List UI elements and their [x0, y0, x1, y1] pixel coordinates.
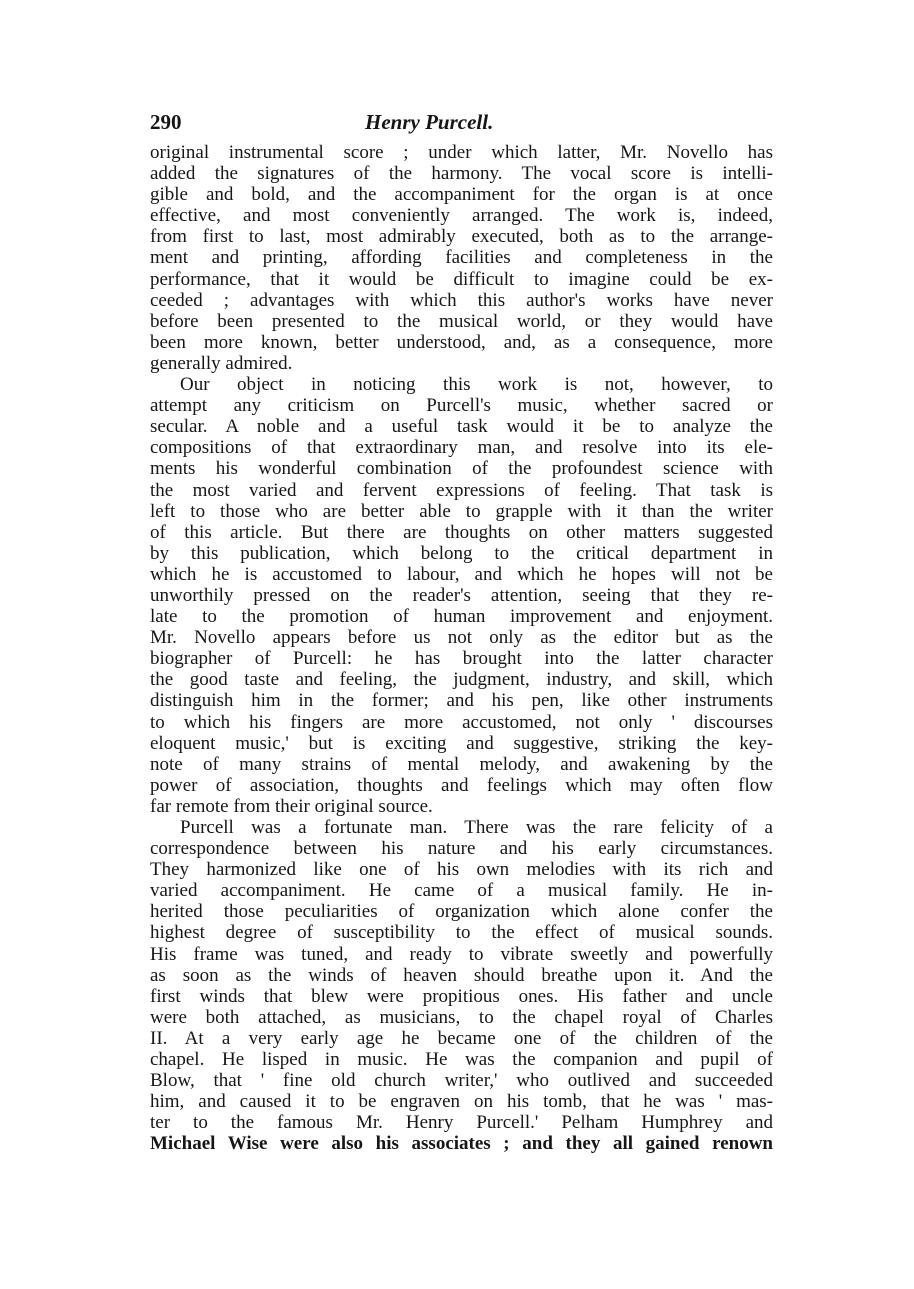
paragraph-2: [150, 374, 773, 817]
text-line: His frame was tuned, and ready to vibrate sweetly and powerfully: [150, 943, 773, 965]
text-line: him, and caused it to be engraven on his tomb, that he was ' mas-: [150, 1091, 773, 1113]
text-line: to which his fingers are more accustomed, not only ' discourses: [150, 711, 773, 733]
text-line: Purcell was a fortunate man. There was the rare felicity of a: [180, 817, 773, 838]
paragraph-1: [150, 142, 773, 374]
text-line: the most varied and fervent expressions of feeling. That task is: [150, 479, 773, 501]
text-line: effective, and most conveniently arranged. The work is, indeed,: [150, 205, 773, 227]
text-line: before been presented to the musical world, or they would have: [150, 310, 773, 332]
text-line: eloquent music,' but is exciting and suggestive, striking the key-: [150, 732, 773, 754]
body-text: [150, 142, 773, 1155]
text-line: Michael Wise were also his associates ; and they all gained renown: [150, 1133, 773, 1155]
text-line: generally admired.: [150, 352, 293, 374]
text-line: of this article. But there are thoughts on other matters suggested: [150, 521, 773, 543]
text-line: unworthily pressed on the reader's attention, seeing that they re-: [150, 584, 773, 606]
text-line: from first to last, most admirably executed, both as to the arrange-: [150, 226, 773, 248]
text-line: ter to the famous Mr. Henry Purcell.' Pelham Humphrey and: [150, 1112, 773, 1134]
text-line: performance, that it would be difficult to imagine could be ex-: [150, 268, 773, 290]
text-line: distinguish him in the former; and his pen, like other instruments: [150, 690, 773, 712]
text-line: been more known, better understood, and, as a consequence, more: [150, 331, 773, 353]
text-line: highest degree of susceptibility to the effect of musical sounds.: [150, 922, 773, 944]
text-line: chapel. He lisped in music. He was the companion and pupil of: [150, 1049, 773, 1071]
text-line: They harmonized like one of his own melodies with its rich and: [150, 859, 773, 881]
text-line: ment and printing, affording facilities and completeness in the: [150, 247, 773, 269]
text-line: attempt any criticism on Purcell's music, whether sacred or: [150, 395, 773, 417]
text-line: the good taste and feeling, the judgment, industry, and skill, which: [150, 669, 773, 691]
page-header: [150, 110, 775, 136]
text-line: ments his wonderful combination of the profoundest science with: [150, 458, 773, 480]
text-line: varied accompaniment. He came of a musical family. He in-: [150, 880, 773, 902]
text-line: added the signatures of the harmony. The vocal score is intelli-: [150, 163, 773, 185]
paragraph-3: [150, 817, 773, 1155]
text-line: as soon as the winds of heaven should breathe upon it. And the: [150, 964, 773, 986]
text-line: Mr. Novello appears before us not only as the editor but as the: [150, 627, 773, 649]
text-line: compositions of that extraordinary man, and resolve into its ele-: [150, 437, 773, 459]
text-line: Blow, that ' fine old church writer,' who outlived and succeeded: [150, 1070, 773, 1092]
text-line: biographer of Purcell: he has brought into the latter character: [150, 648, 773, 670]
text-line: note of many strains of mental melody, and awakening by the: [150, 753, 773, 775]
page-number: 290: [150, 110, 182, 134]
text-line: power of association, thoughts and feelings which may often flow: [150, 774, 773, 796]
running-title: Henry Purcell.: [365, 110, 494, 134]
text-line: first winds that blew were propitious ones. His father and uncle: [150, 985, 773, 1007]
text-line: ceeded ; advantages with which this author's works have never: [150, 289, 773, 311]
text-line: secular. A noble and a useful task would it be to analyze the: [150, 416, 773, 438]
text-line: which he is accustomed to labour, and which he hopes will not be: [150, 563, 773, 585]
text-line: original instrumental score ; under which latter, Mr. Novello has: [150, 142, 773, 163]
text-line: late to the promotion of human improvement and enjoyment.: [150, 606, 773, 628]
text-line: Our object in noticing this work is not, however, to: [180, 374, 773, 396]
text-line: II. At a very early age he became one of the children of the: [150, 1027, 773, 1049]
text-line: far remote from their original source.: [150, 795, 433, 817]
text-line: were both attached, as musicians, to the chapel royal of Charles: [150, 1006, 773, 1028]
text-line: by this publication, which belong to the critical department in: [150, 542, 773, 564]
text-line: gible and bold, and the accompaniment for the organ is at once: [150, 184, 773, 206]
text-line: herited those peculiarities of organization which alone confer the: [150, 901, 773, 923]
text-line: correspondence between his nature and his early circumstances.: [150, 838, 773, 860]
text-line: left to those who are better able to grapple with it than the writer: [150, 500, 773, 522]
